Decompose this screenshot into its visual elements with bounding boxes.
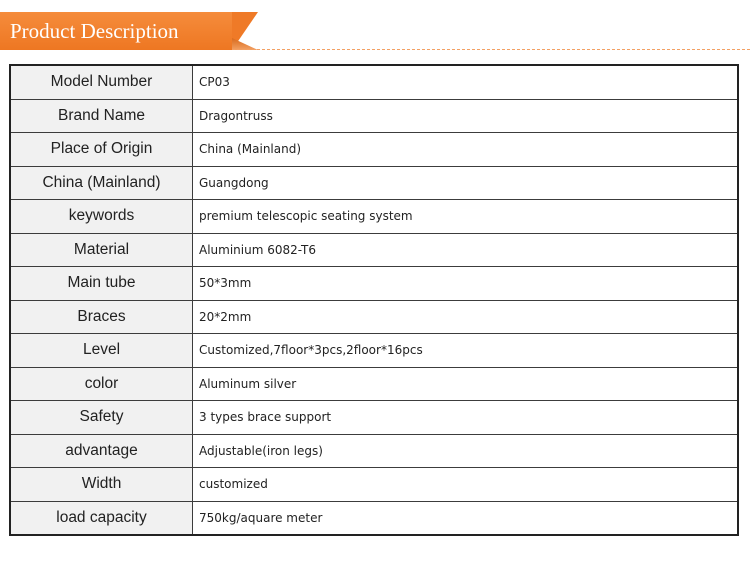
- table-row: [10, 99, 738, 133]
- table-row: [10, 434, 738, 468]
- spec-value: 50*3mm: [193, 267, 739, 301]
- table-row: [10, 166, 738, 200]
- spec-value: premium telescopic seating system: [193, 200, 739, 234]
- table-row: [10, 334, 738, 368]
- spec-value: Guangdong: [193, 166, 739, 200]
- spec-label: Place of Origin: [10, 133, 193, 167]
- spec-table: [9, 64, 739, 536]
- spec-value: Adjustable(iron legs): [193, 434, 739, 468]
- spec-label: Main tube: [10, 267, 193, 301]
- table-row: [10, 300, 738, 334]
- spec-value: 750kg/aquare meter: [193, 501, 739, 535]
- spec-value: Customized,7floor*3pcs,2floor*16pcs: [193, 334, 739, 368]
- spec-value: Dragontruss: [193, 99, 739, 133]
- table-row: [10, 200, 738, 234]
- spec-label: keywords: [10, 200, 193, 234]
- spec-label: Braces: [10, 300, 193, 334]
- spec-label: color: [10, 367, 193, 401]
- spec-label: Material: [10, 233, 193, 267]
- spec-value: 20*2mm: [193, 300, 739, 334]
- table-row: [10, 267, 738, 301]
- spec-label: load capacity: [10, 501, 193, 535]
- spec-value: Aluminium 6082-T6: [193, 233, 739, 267]
- section-title: Product Description: [10, 19, 179, 43]
- table-row: [10, 468, 738, 502]
- table-row: [10, 65, 738, 99]
- section-header-tab: [0, 12, 232, 50]
- spec-label: China (Mainland): [10, 166, 193, 200]
- spec-label: Brand Name: [10, 99, 193, 133]
- table-row: [10, 133, 738, 167]
- table-row: [10, 401, 738, 435]
- spec-value: China (Mainland): [193, 133, 739, 167]
- header-dashed-divider: [232, 49, 750, 50]
- table-row: [10, 501, 738, 535]
- table-row: [10, 233, 738, 267]
- spec-value: 3 types brace support: [193, 401, 739, 435]
- spec-value: customized: [193, 468, 739, 502]
- spec-value: Aluminum silver: [193, 367, 739, 401]
- spec-label: Model Number: [10, 65, 193, 99]
- spec-label: Width: [10, 468, 193, 502]
- spec-label: Level: [10, 334, 193, 368]
- spec-label: Safety: [10, 401, 193, 435]
- spec-label: advantage: [10, 434, 193, 468]
- table-row: [10, 367, 738, 401]
- spec-value: CP03: [193, 65, 739, 99]
